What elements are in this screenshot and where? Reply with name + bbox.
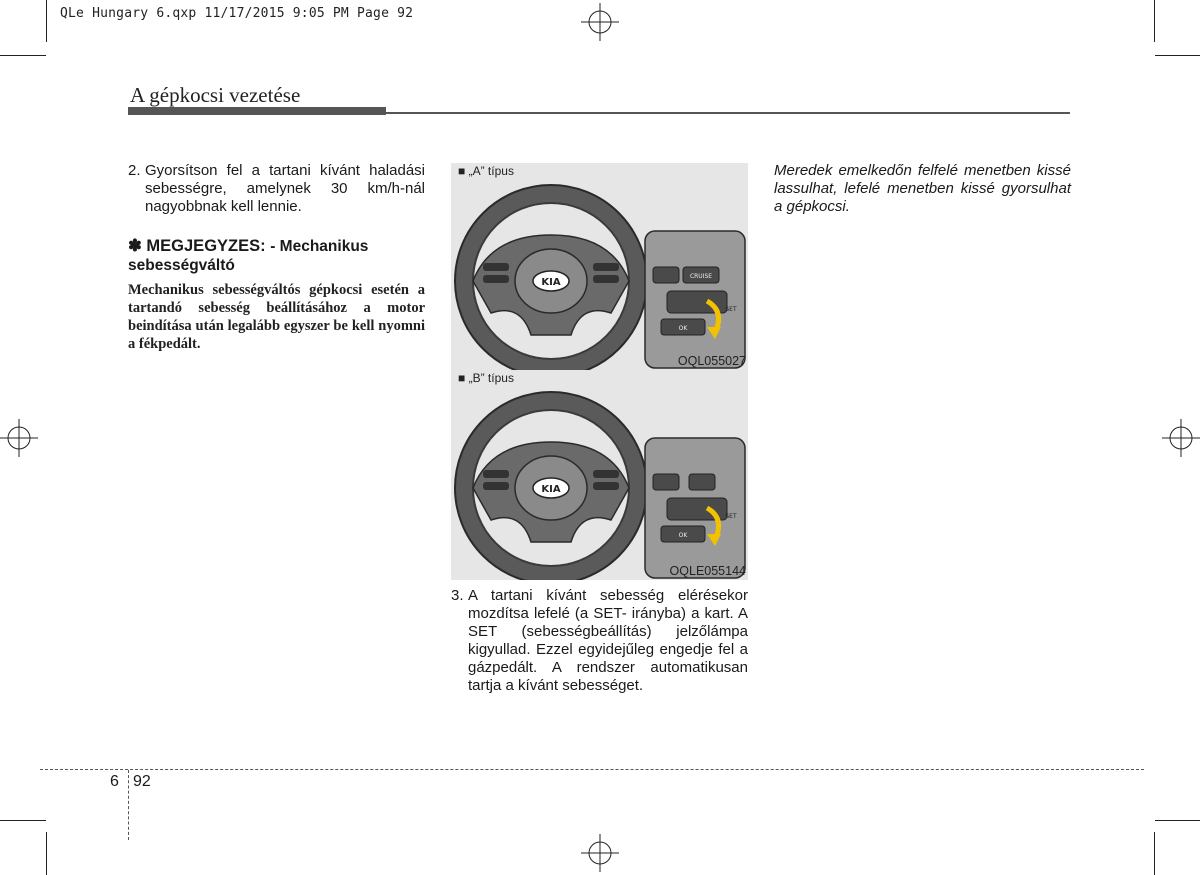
step-text: Gyorsítson fel a tartani kívánt haladási sebességre, amelynek 30 km/h-nál nagyobbnak kell lennie.	[145, 162, 425, 215]
crop-mark	[1154, 832, 1155, 875]
figure-b	[451, 370, 748, 580]
print-slug: QLe Hungary 6.qxp 11/17/2015 9:05 PM Page 92	[60, 6, 414, 21]
header-rule-thick	[128, 107, 386, 115]
set-label: SET	[725, 306, 737, 313]
note-body: Mechanikus sebességváltós gépkocsi esetén a tartandó sebesség beállításához a motor beindítása után legalább egyszer be kell nyomni a fékpedált.	[128, 282, 425, 352]
note-subject: - Mechanikus sebességváltó	[128, 238, 369, 274]
figure-code: OQLE055144	[669, 564, 746, 578]
crop-mark	[46, 0, 47, 42]
step-2	[128, 162, 425, 216]
set-label: SET	[725, 513, 737, 520]
page-title: A gépkocsi vezetése	[130, 83, 301, 107]
registration-mark	[1162, 419, 1200, 457]
crop-mark	[0, 820, 46, 821]
ok-label: OK	[678, 532, 688, 539]
figure-a	[451, 163, 748, 370]
note-heading	[128, 237, 428, 275]
crop-mark	[0, 55, 46, 56]
header-rule-thin	[386, 112, 1070, 114]
crop-mark	[1155, 820, 1200, 821]
step-3	[451, 587, 748, 695]
cruise-label: CRUISE	[689, 273, 713, 280]
steering-wheel-illustration	[451, 370, 748, 580]
note-symbol-icon: ✽	[128, 237, 142, 255]
registration-mark	[0, 419, 38, 457]
figure-type-label: ■ „A” típus	[458, 164, 514, 178]
footer-rule	[40, 769, 1144, 770]
ok-label: OK	[678, 325, 688, 332]
kia-logo-icon: KIA	[541, 277, 561, 288]
crop-mark	[1155, 55, 1200, 56]
kia-logo-icon: KIA	[541, 484, 561, 495]
registration-mark	[581, 3, 619, 41]
footer-divider	[128, 770, 129, 840]
figure-type-label: ■ „B” típus	[458, 371, 514, 385]
crop-mark	[46, 832, 47, 875]
figure-code: OQL055027	[677, 354, 746, 368]
chapter-number: 6	[110, 773, 119, 790]
step-text: A tartani kívánt sebesség elérésekor mozdítsa lefelé (a SET- irányba) a kart. A SET (sebességbeállítás) jelzőlámpa kigyullad. Ezzel egyidejűleg engedje fel a gázpedált. A rendszer automatikusan tartja a kívánt sebességet.	[468, 587, 748, 694]
page-number: 92	[133, 773, 151, 790]
slope-note: Meredek emelkedőn felfelé menetben kissé lassulhat, lefelé menetben kissé gyorsulhat a gépkocsi.	[774, 162, 1071, 215]
step-number: 3.	[451, 587, 464, 604]
note-label: MEGJEGYZES:	[146, 237, 266, 255]
step-number: 2.	[128, 162, 141, 179]
crop-mark	[1154, 0, 1155, 42]
steering-wheel-illustration	[451, 163, 748, 370]
registration-mark	[581, 834, 619, 872]
